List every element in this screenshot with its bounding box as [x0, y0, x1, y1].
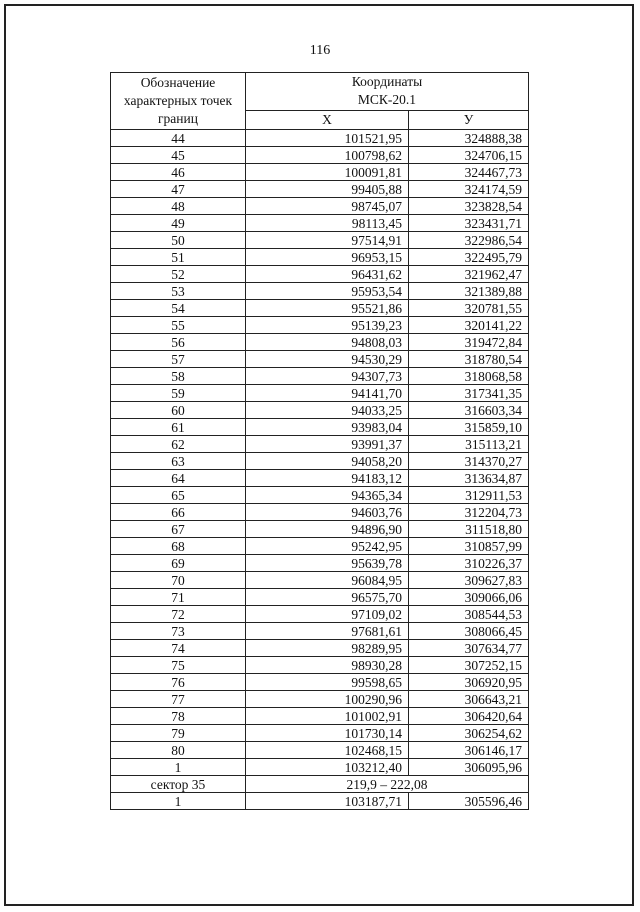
x-cell: 94183,12 [246, 470, 409, 487]
table-row [111, 470, 529, 487]
y-cell: 314370,27 [409, 453, 529, 470]
x-cell: 101521,95 [246, 130, 409, 147]
table-row [111, 215, 529, 232]
table-row [111, 232, 529, 249]
y-cell: 324706,15 [409, 147, 529, 164]
point-id-cell: 76 [111, 674, 246, 691]
y-cell: 306095,96 [409, 759, 529, 776]
point-id-cell: 54 [111, 300, 246, 317]
y-cell: 322495,79 [409, 249, 529, 266]
x-cell: 95953,54 [246, 283, 409, 300]
table-row [111, 572, 529, 589]
point-id-cell: 67 [111, 521, 246, 538]
y-cell: 308544,53 [409, 606, 529, 623]
table-row [111, 521, 529, 538]
y-cell: 306254,62 [409, 725, 529, 742]
y-cell: 315113,21 [409, 436, 529, 453]
y-cell: 313634,87 [409, 470, 529, 487]
point-id-cell: 74 [111, 640, 246, 657]
table-row [111, 266, 529, 283]
x-column-header: X [246, 110, 409, 129]
x-cell: 95521,86 [246, 300, 409, 317]
point-id-cell: 62 [111, 436, 246, 453]
y-cell: 312911,53 [409, 487, 529, 504]
point-id-cell: 80 [111, 742, 246, 759]
table-row [111, 130, 529, 147]
y-cell: 305596,46 [409, 793, 529, 810]
x-cell: 102468,15 [246, 742, 409, 759]
x-cell: 97681,61 [246, 623, 409, 640]
table-row [111, 334, 529, 351]
point-id-cell: 56 [111, 334, 246, 351]
point-id-cell: 75 [111, 657, 246, 674]
table-row [111, 640, 529, 657]
x-cell: 103212,40 [246, 759, 409, 776]
y-cell: 324467,73 [409, 164, 529, 181]
x-cell: 99405,88 [246, 181, 409, 198]
y-cell: 316603,34 [409, 402, 529, 419]
point-id-cell: 69 [111, 555, 246, 572]
y-cell: 320141,22 [409, 317, 529, 334]
table-row [111, 147, 529, 164]
x-cell: 94307,73 [246, 368, 409, 385]
table-row [111, 402, 529, 419]
x-cell: 100290,96 [246, 691, 409, 708]
table-row [111, 657, 529, 674]
x-cell: 100798,62 [246, 147, 409, 164]
point-id-cell: 72 [111, 606, 246, 623]
x-cell: 94896,90 [246, 521, 409, 538]
x-cell: 96575,70 [246, 589, 409, 606]
point-id-cell: 63 [111, 453, 246, 470]
table-row [111, 674, 529, 691]
point-id-cell: 55 [111, 317, 246, 334]
table-row [111, 708, 529, 725]
point-id-cell: 66 [111, 504, 246, 521]
y-cell: 321389,88 [409, 283, 529, 300]
point-id-cell: 78 [111, 708, 246, 725]
point-id-cell: 1 [111, 793, 246, 810]
point-id-cell: 53 [111, 283, 246, 300]
x-cell: 93983,04 [246, 419, 409, 436]
point-id-cell: 50 [111, 232, 246, 249]
table-row [111, 351, 529, 368]
table-row [111, 181, 529, 198]
table-row [111, 300, 529, 317]
point-id-cell: 52 [111, 266, 246, 283]
x-cell: 94058,20 [246, 453, 409, 470]
x-cell: 94808,03 [246, 334, 409, 351]
y-cell: 306146,17 [409, 742, 529, 759]
x-cell: 94033,25 [246, 402, 409, 419]
x-cell: 103187,71 [246, 793, 409, 810]
x-cell: 98289,95 [246, 640, 409, 657]
table-row [111, 436, 529, 453]
coordinates-table [110, 72, 529, 810]
y-cell: 310857,99 [409, 538, 529, 555]
table-row [111, 725, 529, 742]
coordinates-header: Координаты МСК-20.1 [246, 73, 529, 111]
y-cell: 321962,47 [409, 266, 529, 283]
point-id-cell: 47 [111, 181, 246, 198]
table-row [111, 487, 529, 504]
sector-label: сектор 35 [111, 776, 246, 793]
point-id-cell: 51 [111, 249, 246, 266]
table-row [111, 742, 529, 759]
point-id-cell: 68 [111, 538, 246, 555]
x-cell: 95242,95 [246, 538, 409, 555]
x-cell: 95139,23 [246, 317, 409, 334]
y-cell: 317341,35 [409, 385, 529, 402]
point-id-cell: 1 [111, 759, 246, 776]
y-cell: 307634,77 [409, 640, 529, 657]
table-row [111, 164, 529, 181]
y-cell: 322986,54 [409, 232, 529, 249]
table-row [111, 249, 529, 266]
x-cell: 94141,70 [246, 385, 409, 402]
y-cell: 309627,83 [409, 572, 529, 589]
x-cell: 98745,07 [246, 198, 409, 215]
x-cell: 96084,95 [246, 572, 409, 589]
x-cell: 93991,37 [246, 436, 409, 453]
y-cell: 309066,06 [409, 589, 529, 606]
point-id-cell: 61 [111, 419, 246, 436]
table-row [111, 606, 529, 623]
table-row [111, 198, 529, 215]
y-cell: 310226,37 [409, 555, 529, 572]
point-id-cell: 79 [111, 725, 246, 742]
point-designation-header: Обозначение характерных точек границ [111, 73, 246, 130]
point-id-cell: 48 [111, 198, 246, 215]
table-row [111, 589, 529, 606]
point-id-cell: 60 [111, 402, 246, 419]
table-row [111, 385, 529, 402]
x-cell: 95639,78 [246, 555, 409, 572]
y-cell: 318780,54 [409, 351, 529, 368]
table-row [111, 368, 529, 385]
page-number: 116 [309, 43, 331, 58]
x-cell: 94365,34 [246, 487, 409, 504]
y-cell: 306643,21 [409, 691, 529, 708]
x-cell: 97514,91 [246, 232, 409, 249]
table-row [111, 453, 529, 470]
y-cell: 320781,55 [409, 300, 529, 317]
x-cell: 96431,62 [246, 266, 409, 283]
y-cell: 315859,10 [409, 419, 529, 436]
table-row [111, 504, 529, 521]
point-id-cell: 77 [111, 691, 246, 708]
point-id-cell: 45 [111, 147, 246, 164]
x-cell: 99598,65 [246, 674, 409, 691]
point-id-cell: 46 [111, 164, 246, 181]
y-cell: 311518,80 [409, 521, 529, 538]
y-cell: 307252,15 [409, 657, 529, 674]
point-id-cell: 65 [111, 487, 246, 504]
y-column-header: У [409, 110, 529, 129]
point-id-cell: 44 [111, 130, 246, 147]
y-cell: 306420,64 [409, 708, 529, 725]
x-cell: 98930,28 [246, 657, 409, 674]
y-cell: 323828,54 [409, 198, 529, 215]
y-cell: 318068,58 [409, 368, 529, 385]
x-cell: 94603,76 [246, 504, 409, 521]
point-id-cell: 73 [111, 623, 246, 640]
point-id-cell: 71 [111, 589, 246, 606]
table-row [111, 793, 529, 810]
point-id-cell: 49 [111, 215, 246, 232]
x-cell: 97109,02 [246, 606, 409, 623]
x-cell: 101730,14 [246, 725, 409, 742]
point-id-cell: 70 [111, 572, 246, 589]
point-id-cell: 58 [111, 368, 246, 385]
table-row [111, 691, 529, 708]
x-cell: 96953,15 [246, 249, 409, 266]
x-cell: 94530,29 [246, 351, 409, 368]
y-cell: 312204,73 [409, 504, 529, 521]
table-row [111, 623, 529, 640]
y-cell: 319472,84 [409, 334, 529, 351]
table-row [111, 538, 529, 555]
table-row [111, 419, 529, 436]
y-cell: 324174,59 [409, 181, 529, 198]
point-id-cell: 64 [111, 470, 246, 487]
point-id-cell: 59 [111, 385, 246, 402]
table-row [111, 317, 529, 334]
y-cell: 308066,45 [409, 623, 529, 640]
y-cell: 324888,38 [409, 130, 529, 147]
table-row [111, 283, 529, 300]
table-row [111, 555, 529, 572]
y-cell: 323431,71 [409, 215, 529, 232]
sector-row [111, 776, 529, 793]
sector-range: 219,9 – 222,08 [246, 776, 529, 793]
x-cell: 101002,91 [246, 708, 409, 725]
point-id-cell: 57 [111, 351, 246, 368]
x-cell: 100091,81 [246, 164, 409, 181]
x-cell: 98113,45 [246, 215, 409, 232]
table-row [111, 759, 529, 776]
y-cell: 306920,95 [409, 674, 529, 691]
